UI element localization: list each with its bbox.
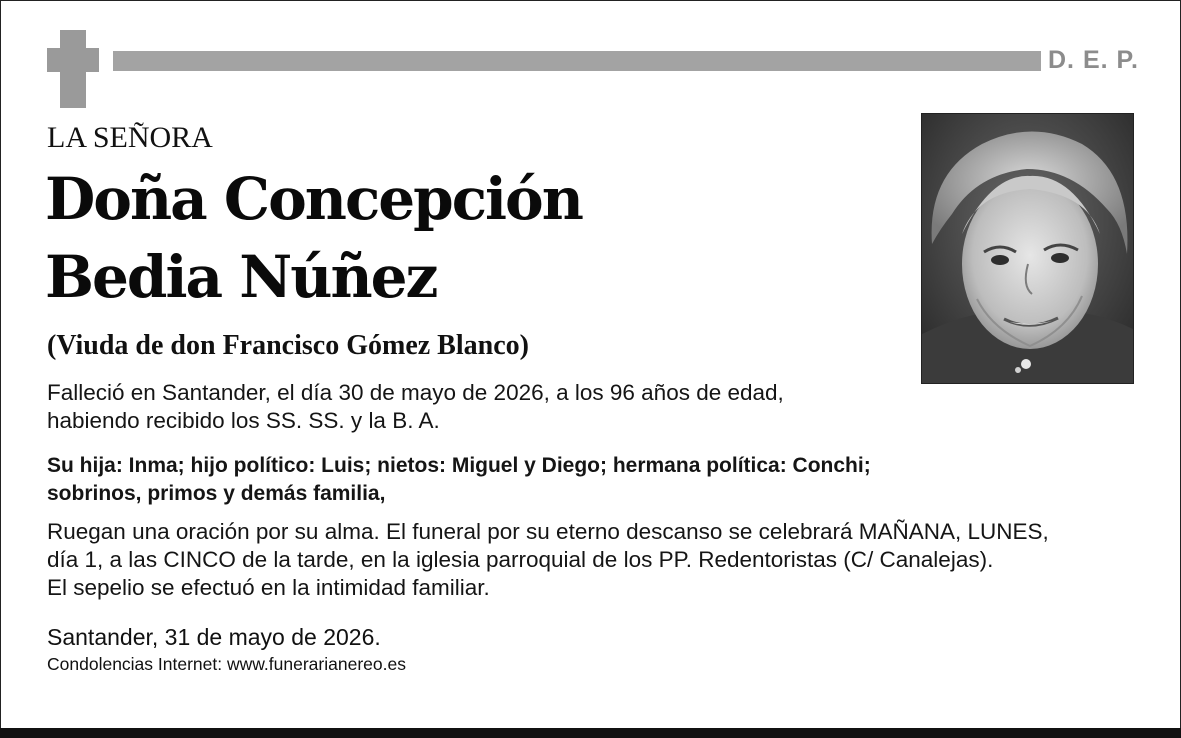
place-date: Santander, 31 de mayo de 2026. <box>47 624 381 650</box>
death-statement <box>47 379 927 435</box>
death-line-2: habiendo recibido los SS. SS. y la B. A. <box>47 408 440 433</box>
ceremony-line-3: El sepelio se efectuó en la intimidad familiar. <box>47 575 490 600</box>
portrait-image <box>922 114 1133 383</box>
portrait-photo <box>921 113 1134 384</box>
bottom-border <box>0 728 1181 738</box>
dep-label: D. E. P. <box>1048 46 1139 74</box>
family-line-1: Su hija: Inma; hijo político: Luis; nietos: Miguel y Diego; hermana política: Conchi; <box>47 454 871 477</box>
header-rule <box>113 51 1041 71</box>
ceremony-details <box>47 518 1157 602</box>
name-line-2: Bedia Núñez <box>45 243 437 311</box>
family-list <box>47 452 1047 508</box>
death-line-1: Falleció en Santander, el día 30 de mayo de 2026, a los 96 años de edad, <box>47 380 784 405</box>
family-line-2: sobrinos, primos y demás familia, <box>47 482 386 505</box>
ceremony-line-2: día 1, a las CINCO de la tarde, en la iglesia parroquial de los PP. Redentoristas (C/ Canalejas). <box>47 547 994 572</box>
name-line-1: Doña Concepción <box>45 165 582 233</box>
deceased-name <box>45 160 582 316</box>
cross-horizontal-bar <box>47 48 99 72</box>
widow-of: (Viuda de don Francisco Gómez Blanco) <box>47 330 529 361</box>
salutation: LA SEÑORA <box>47 121 213 154</box>
condolences-link: Condolencias Internet: www.funerarianereo.es <box>47 654 406 674</box>
ceremony-line-1: Ruegan una oración por su alma. El funeral por su eterno descanso se celebrará MAÑANA, LUNES, <box>47 519 1049 544</box>
